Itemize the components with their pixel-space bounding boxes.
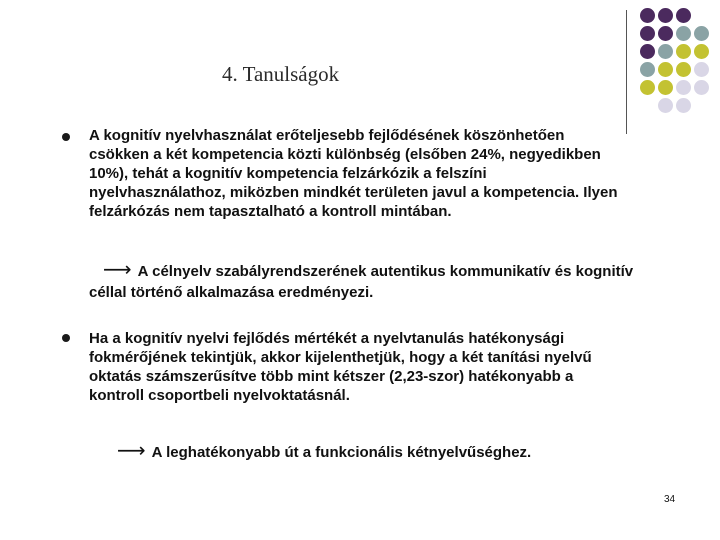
decorative-dot [694, 80, 709, 95]
bullet-text-1: A kognitív nyelvhasználat erőteljesebb fejlődésének köszönhetően csökken a két kompetencia közti különbség (elsőben 24%, negyedikben 10%), tehát a kognitív kompetencia felzárkózik a felszíni nyelvhasználathoz, miközben mindkét területen javul a kompetencia. Ilyen felzárkózás nem tapasztalható a kontroll mintában. [89, 127, 618, 220]
decorative-vertical-line [626, 10, 627, 134]
decorative-dot [676, 98, 691, 113]
decorative-dot [658, 8, 673, 23]
decorative-dot [658, 62, 673, 77]
page-number: 34 [664, 494, 676, 505]
bullet-marker [62, 133, 70, 141]
decorative-dot [640, 44, 655, 59]
decorative-dot [694, 62, 709, 77]
arrow-right-icon: ⟶ [103, 257, 132, 281]
conclusion-2 [117, 440, 637, 463]
decorative-dot [676, 26, 691, 41]
decorative-dot [694, 26, 709, 41]
bullet-text-2: Ha a kognitív nyelvi fejlődés mértékét a nyelvtanulás hatékonysági fokmérőjének tekintjük, akkor kijelenthetjük, hogy a két tanítási nyelvű oktatás számszerűsítve több mint kétszer (2,23-szor) hatékonyabb a kontroll csoportbeli nyelvoktatásnál. [89, 330, 592, 404]
decorative-dot [640, 8, 655, 23]
decorative-dot [658, 26, 673, 41]
decorative-dot [694, 44, 709, 59]
conclusion-1-text: A célnyelv szabályrendszerének autentikus kommunikatív és kognitív céllal történő alkalmazása eredményezi. [89, 263, 634, 301]
decorative-dot [676, 8, 691, 23]
slide-title: 4. Tanulságok [222, 62, 340, 86]
arrow-right-icon: ⟶ [117, 438, 146, 462]
bullet-marker [62, 334, 70, 342]
decorative-dot [640, 62, 655, 77]
decorative-dot [640, 80, 655, 95]
decorative-dot [640, 26, 655, 41]
decorative-dot [658, 98, 673, 113]
decorative-dot [658, 80, 673, 95]
conclusion-2-text: A leghatékonyabb út a funkcionális kétnyelvűséghez. [151, 444, 532, 461]
decorative-dot [676, 62, 691, 77]
decorative-dot [676, 44, 691, 59]
decorative-dot-grid [640, 8, 720, 120]
decorative-dot [676, 80, 691, 95]
decorative-dot [658, 44, 673, 59]
conclusion-1 [89, 259, 634, 303]
